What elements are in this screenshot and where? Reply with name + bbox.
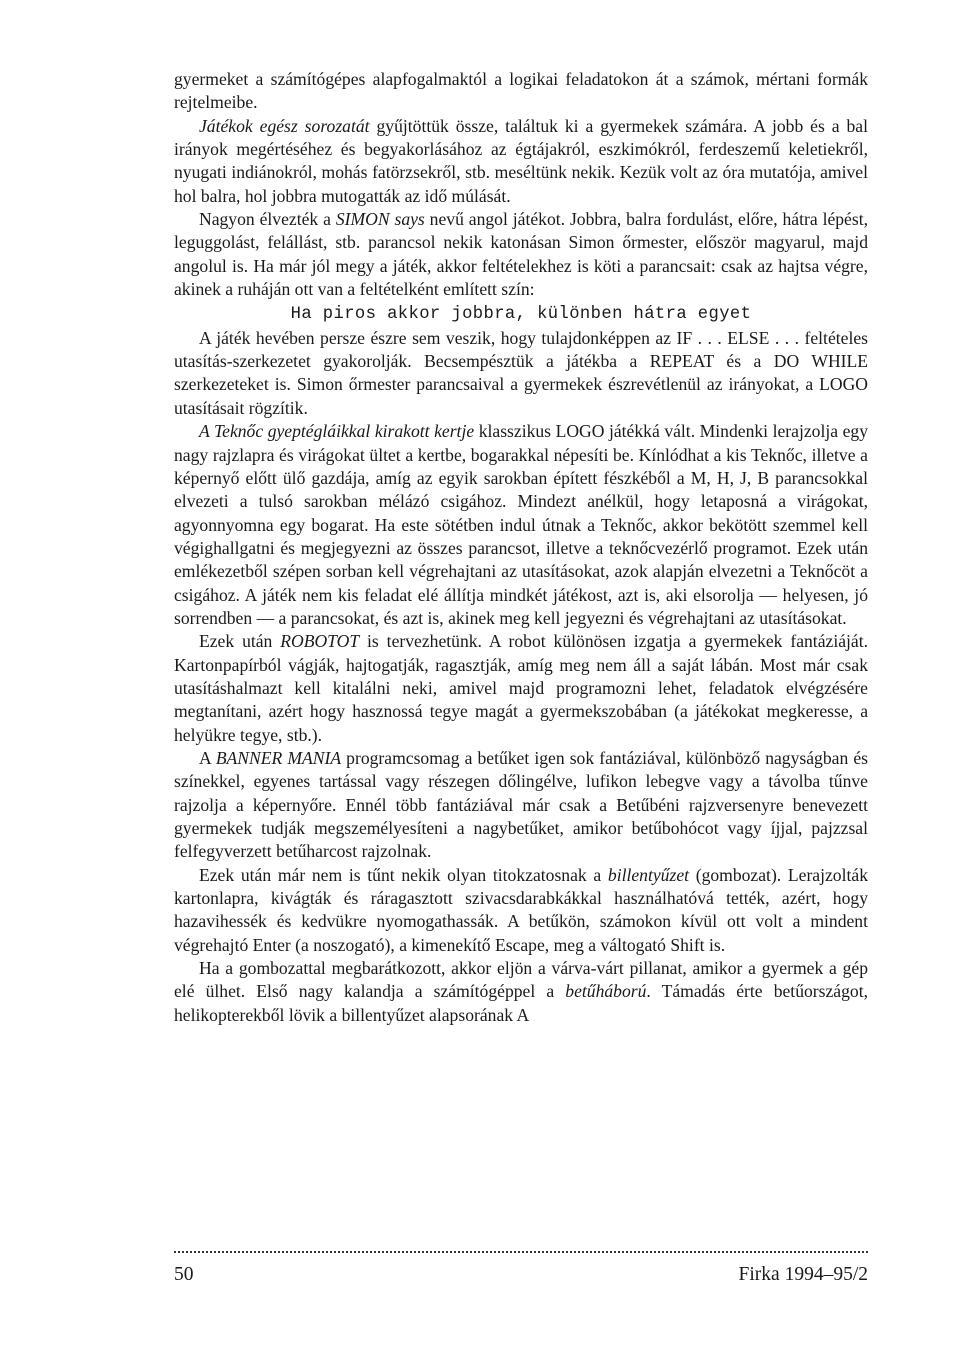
paragraph: [174, 864, 868, 957]
paragraph-text: Ezek után: [199, 631, 281, 652]
article-text: [174, 68, 868, 1027]
emphasis-text: SIMON says: [335, 209, 425, 230]
paragraph: [174, 957, 868, 1027]
paragraph-text: A játék hevében persze észre sem veszik, hogy tulajdonképpen az IF . . . ELSE . . . feltételes utasítás-szerkezetet gyakorolják. Becsempésztük a játékba a REPEAT és a DO WHILE szerkezeteket is. Simon őrmester parancsaival a gyermekek észrevétlenül az irányokat, a LOGO utasításait rögzítik.: [174, 327, 868, 418]
code-example: Ha piros akkor jobbra, különben hátra egyet: [290, 305, 752, 325]
paragraph: [174, 630, 868, 747]
paragraph: [174, 420, 868, 630]
paragraph: [174, 115, 868, 208]
paragraph: [174, 327, 868, 420]
emphasis-text: betűháború: [565, 981, 647, 1002]
paragraph-text: is tervezhetünk. A robot különösen izgatja a gyermekek fantáziáját. Kartonpapírból vágják, hajtogatják, ragasztják, amíg meg nem áll a saját lábán. Most már csak utasításhalmazt kell kitalálni neki, amivel majd programozni lehet, feladatok elvégzésére megtanítani, azért hogy hasznossá tegye magát a gyermekszobában (a játékokat megkeresse, a helyükre tegye, stb.).: [174, 631, 868, 745]
paragraph-text: . Támadás érte betűországot, helikopterekből lövik a billentyűzet alapsorának A: [174, 981, 868, 1025]
paragraph-text: Ezek után már nem is tűnt nekik olyan titokzatosnak a: [199, 864, 608, 885]
emphasis-text: ROBOTOT: [280, 631, 360, 652]
emphasis-text: Játékok egész sorozatát: [199, 115, 370, 136]
page-number: 50: [174, 1264, 194, 1285]
journal-issue: Firka 1994–95/2: [738, 1264, 868, 1285]
paragraph: [174, 208, 868, 301]
paragraph-text: klasszikus LOGO játékká vált. Mindenki lerajzolja egy nagy rajzlapra és virágokat ültet a kertbe, bogarakkal népesíti be. Kínlódhat a kis Teknőc, illetve a képernyő előtt ülő gazdája, amíg az egyik sarokban épített fészkéből a M, H, J, B parancsokkal elvezeti a tulsó sarokban mélázó csigához. Mindezt anélkül, hogy letaposná a virágokat, agyonnyomna egy bogarat. Ha este sötétben indul útnak a Teknőc, akkor bekötött szemmel kell végighallgatni és megjegyezni az összes parancsot, illetve a teknőcvezérlő programot. Ezek után emlékezetből szépen sorban kell végrehajtani az utasításokat, azok alapján elvezetni a Teknőcöt a csigához. A játék nem kis feladat elé állítja mindkét játékost, azt is, aki elsorolja — helyesen, jó sorrendben — a parancsokat, és azt is, akinek meg kell jegyezni és végrehajtani az utasításokat.: [174, 421, 868, 628]
paragraph: [174, 68, 868, 115]
paragraph-text: nevű angol játékot. Jobbra, balra fordulást, előre, hátra lépést, leguggolást, felállást, stb. parancsol nekik katonásan Simon őrmester, először magyarul, majd angolul is. Ha már jól megy a játék, akkor feltételekhez is köti a parancsait: csak az hajtsa végre, akinek a ruháján ott van a feltételként említett szín:: [174, 209, 869, 300]
footer-divider: [174, 1251, 868, 1253]
page-body: [174, 68, 868, 1027]
paragraph-text: Nagyon élvezték a: [199, 209, 336, 230]
emphasis-text: A Teknőc gyeptégláikkal kirakott kertje: [199, 421, 475, 442]
emphasis-text: billentyűzet: [607, 864, 690, 885]
paragraph-text: gyermeket a számítógépes alapfogalmaktól a logikai feladatokon át a számok, mértani formák rejtelmeibe.: [174, 69, 868, 113]
page-footer: [174, 1264, 868, 1286]
emphasis-text: BANNER MANIA: [215, 747, 342, 768]
paragraph-text: A: [199, 747, 216, 768]
paragraph-text: programcsomag a betűket igen sok fantáziával, különböző nagyságban és színekkel, egyenes tartással vagy részegen dőlingélve, lufikon lebegve vagy a távolba tűnve rajzolja a képernyőre. Ennél több fantáziával már csak a Betűbéni rajzversenyre benevezett gyermekek tudják megszemélyesíteni a nagybetűket, amikor betűbohócot vagy íjjal, pajzzsal felfegyverzett betűharcost rajzolnak.: [174, 747, 868, 862]
paragraph-text: (gombozat). Lerajzolták kartonlapra, kivágták és ráragasztott szivacsdarabkákkal használhatóvá tették, azért, hogy hazavihessék és kedvükre nyomogathassák. A betűkön, számokon kívül ott volt a mindent végrehajtó Enter (a noszogató), a kimenekítő Escape, meg a váltogató Shift is.: [174, 864, 868, 955]
paragraph: [174, 747, 868, 864]
paragraph-text: gyűjtöttük össze, találtuk ki a gyermekek számára. A jobb és a bal irányok megértéséhez és begyakorlásához az égtájakról, eszkimókról, ferdeszemű keletiekről, nyugati indiánokról, mohás fatörzsekről, stb. meséltünk nekik. Kezük volt az óra mutatója, amivel hol balra, hol jobbra mutogatták az idő múlását.: [174, 115, 868, 206]
paragraph-text: Ha a gombozattal megbarátkozott, akkor eljön a várva-várt pillanat, amikor a gyermek a gép elé ülhet. Első nagy kalandja a számítógéppel a: [174, 958, 868, 1002]
